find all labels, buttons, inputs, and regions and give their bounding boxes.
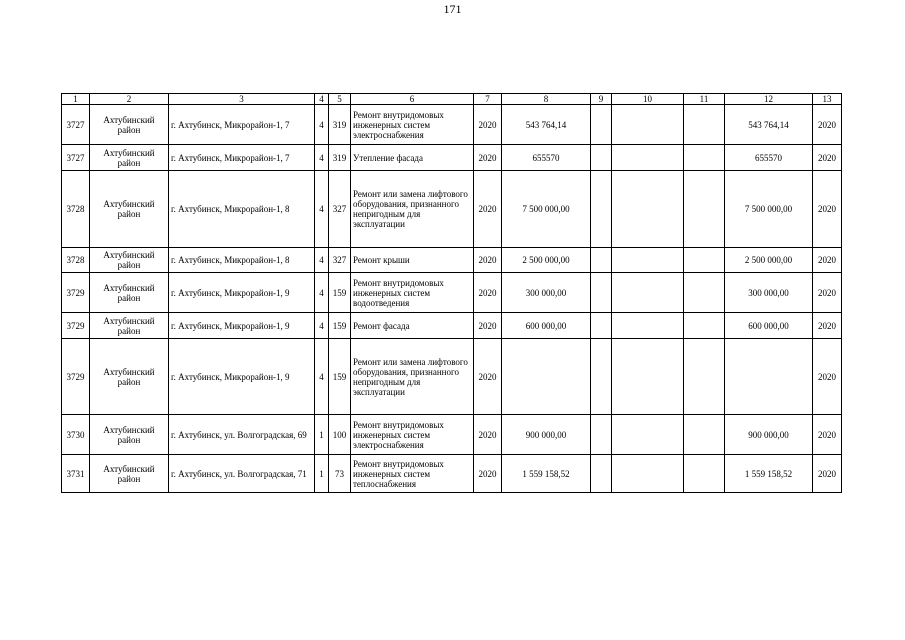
- address: г. Ахтубинск, Микрорайон-1, 9: [169, 339, 315, 415]
- apartments: 73: [329, 455, 351, 493]
- fund-cost: [725, 339, 813, 415]
- year: 2020: [474, 105, 502, 145]
- address: г. Ахтубинск, Микрорайон-1, 7: [169, 145, 315, 171]
- record-number: 3729: [62, 339, 90, 415]
- col-10: [612, 455, 684, 493]
- record-number: 3731: [62, 455, 90, 493]
- floors: 4: [315, 313, 329, 339]
- total-cost: 2 500 000,00: [502, 248, 591, 273]
- apartments: 319: [329, 105, 351, 145]
- record-number: 3728: [62, 171, 90, 248]
- header-cell-9: 9: [591, 94, 612, 105]
- col-9: [591, 248, 612, 273]
- fund-cost: 600 000,00: [725, 313, 813, 339]
- floors: 4: [315, 171, 329, 248]
- table-row: [62, 171, 842, 248]
- year: 2020: [474, 339, 502, 415]
- total-cost: 655570: [502, 145, 591, 171]
- total-cost: 300 000,00: [502, 273, 591, 313]
- year: 2020: [474, 145, 502, 171]
- table-row: [62, 145, 842, 171]
- work-type: Утепление фасада: [351, 145, 474, 171]
- work-type: Ремонт внутридомовых инженерных систем электроснабжения: [351, 105, 474, 145]
- address: г. Ахтубинск, Микрорайон-1, 9: [169, 313, 315, 339]
- address: г. Ахтубинск, ул. Волгоградская, 69: [169, 415, 315, 455]
- apartments: 327: [329, 171, 351, 248]
- floors: 4: [315, 105, 329, 145]
- district: Ахтубинский район: [90, 455, 169, 493]
- col-11: [684, 455, 725, 493]
- year: 2020: [474, 415, 502, 455]
- col-11: [684, 313, 725, 339]
- fund-cost: 900 000,00: [725, 415, 813, 455]
- col-10: [612, 248, 684, 273]
- fund-cost: 7 500 000,00: [725, 171, 813, 248]
- header-cell-10: 10: [612, 94, 684, 105]
- district: Ахтубинский район: [90, 273, 169, 313]
- col-10: [612, 415, 684, 455]
- col-9: [591, 415, 612, 455]
- fund-cost: 300 000,00: [725, 273, 813, 313]
- header-cell-6: 6: [351, 94, 474, 105]
- table-row: [62, 248, 842, 273]
- year: 2020: [474, 455, 502, 493]
- col-9: [591, 313, 612, 339]
- fund-cost: 543 764,14: [725, 105, 813, 145]
- col-11: [684, 145, 725, 171]
- floors: 4: [315, 273, 329, 313]
- work-type: Ремонт или замена лифтового оборудования, признанного непригодным для эксплуатации: [351, 339, 474, 415]
- col-9: [591, 273, 612, 313]
- year: 2020: [474, 313, 502, 339]
- floors: 4: [315, 145, 329, 171]
- table-row: [62, 415, 842, 455]
- header-row: [62, 94, 842, 105]
- col-11: [684, 273, 725, 313]
- work-type: Ремонт внутридомовых инженерных систем электроснабжения: [351, 415, 474, 455]
- header-cell-2: 2: [90, 94, 169, 105]
- floors: 4: [315, 339, 329, 415]
- total-cost: 543 764,14: [502, 105, 591, 145]
- total-cost: 900 000,00: [502, 415, 591, 455]
- address: г. Ахтубинск, Микрорайон-1, 7: [169, 105, 315, 145]
- col-11: [684, 105, 725, 145]
- record-number: 3728: [62, 248, 90, 273]
- completion-year: 2020: [813, 313, 842, 339]
- record-number: 3727: [62, 145, 90, 171]
- completion-year: 2020: [813, 248, 842, 273]
- work-type: Ремонт внутридомовых инженерных систем водоотведения: [351, 273, 474, 313]
- col-9: [591, 145, 612, 171]
- completion-year: 2020: [813, 145, 842, 171]
- completion-year: 2020: [813, 415, 842, 455]
- col-10: [612, 105, 684, 145]
- district: Ахтубинский район: [90, 415, 169, 455]
- year: 2020: [474, 273, 502, 313]
- col-11: [684, 415, 725, 455]
- total-cost: 600 000,00: [502, 313, 591, 339]
- header-cell-13: 13: [813, 94, 842, 105]
- header-cell-8: 8: [502, 94, 591, 105]
- header-cell-11: 11: [684, 94, 725, 105]
- col-11: [684, 248, 725, 273]
- record-number: 3730: [62, 415, 90, 455]
- record-number: 3727: [62, 105, 90, 145]
- header-cell-12: 12: [725, 94, 813, 105]
- work-type: Ремонт внутридомовых инженерных систем теплоснабжения: [351, 455, 474, 493]
- col-10: [612, 313, 684, 339]
- header-cell-7: 7: [474, 94, 502, 105]
- page-number: 171: [443, 2, 462, 16]
- col-11: [684, 171, 725, 248]
- col-10: [612, 171, 684, 248]
- apartments: 319: [329, 145, 351, 171]
- completion-year: 2020: [813, 455, 842, 493]
- repair-registry-table: [61, 93, 842, 493]
- table-row: [62, 313, 842, 339]
- apartments: 100: [329, 415, 351, 455]
- district: Ахтубинский район: [90, 248, 169, 273]
- col-10: [612, 273, 684, 313]
- col-10: [612, 145, 684, 171]
- district: Ахтубинский район: [90, 313, 169, 339]
- table-row: [62, 455, 842, 493]
- total-cost: [502, 339, 591, 415]
- header-cell-1: 1: [62, 94, 90, 105]
- year: 2020: [474, 248, 502, 273]
- col-11: [684, 339, 725, 415]
- table-row: [62, 339, 842, 415]
- completion-year: 2020: [813, 339, 842, 415]
- fund-cost: 2 500 000,00: [725, 248, 813, 273]
- district: Ахтубинский район: [90, 105, 169, 145]
- total-cost: 1 559 158,52: [502, 455, 591, 493]
- col-9: [591, 455, 612, 493]
- col-9: [591, 339, 612, 415]
- total-cost: 7 500 000,00: [502, 171, 591, 248]
- header-cell-4: 4: [315, 94, 329, 105]
- apartments: 159: [329, 313, 351, 339]
- apartments: 159: [329, 273, 351, 313]
- work-type: Ремонт или замена лифтового оборудования, признанного непригодным для эксплуатации: [351, 171, 474, 248]
- col-10: [612, 339, 684, 415]
- address: г. Ахтубинск, Микрорайон-1, 8: [169, 171, 315, 248]
- fund-cost: 655570: [725, 145, 813, 171]
- completion-year: 2020: [813, 273, 842, 313]
- floors: 4: [315, 248, 329, 273]
- fund-cost: 1 559 158,52: [725, 455, 813, 493]
- address: г. Ахтубинск, ул. Волгоградская, 71: [169, 455, 315, 493]
- year: 2020: [474, 171, 502, 248]
- work-type: Ремонт крыши: [351, 248, 474, 273]
- address: г. Ахтубинск, Микрорайон-1, 8: [169, 248, 315, 273]
- apartments: 327: [329, 248, 351, 273]
- address: г. Ахтубинск, Микрорайон-1, 9: [169, 273, 315, 313]
- header-cell-5: 5: [329, 94, 351, 105]
- apartments: 159: [329, 339, 351, 415]
- district: Ахтубинский район: [90, 145, 169, 171]
- record-number: 3729: [62, 313, 90, 339]
- completion-year: 2020: [813, 171, 842, 248]
- floors: 1: [315, 415, 329, 455]
- floors: 1: [315, 455, 329, 493]
- district: Ахтубинский район: [90, 339, 169, 415]
- table-row: [62, 105, 842, 145]
- table-row: [62, 273, 842, 313]
- col-9: [591, 171, 612, 248]
- header-cell-3: 3: [169, 94, 315, 105]
- completion-year: 2020: [813, 105, 842, 145]
- district: Ахтубинский район: [90, 171, 169, 248]
- work-type: Ремонт фасада: [351, 313, 474, 339]
- record-number: 3729: [62, 273, 90, 313]
- col-9: [591, 105, 612, 145]
